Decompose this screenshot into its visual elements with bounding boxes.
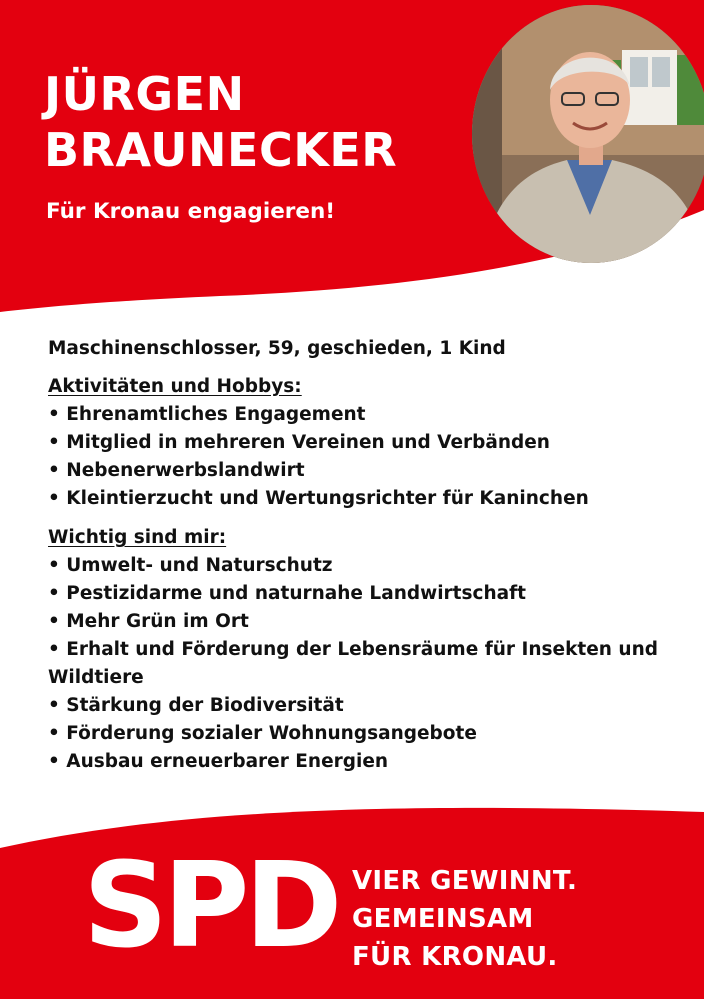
list-item: • Umwelt- und Naturschutz — [48, 552, 688, 580]
priorities-list — [48, 552, 688, 776]
candidate-name — [44, 66, 397, 178]
activities-list — [48, 401, 688, 513]
list-item: • Ehrenamtliches Engagement — [48, 401, 688, 429]
profile-summary: Maschinenschlosser, 59, geschieden, 1 Kind — [48, 338, 506, 359]
candidate-last-name: BRAUNECKER — [44, 123, 398, 177]
activities-heading: Aktivitäten und Hobbys: — [48, 376, 302, 397]
slogan-line: VIER GEWINNT. — [352, 866, 578, 896]
list-item: • Stärkung der Biodiversität — [48, 692, 688, 720]
slogan-line: GEMEINSAM — [352, 904, 534, 934]
spd-logo: SPD — [83, 836, 338, 974]
list-item: • Mehr Grün im Ort — [48, 608, 688, 636]
list-item: • Kleintierzucht und Wertungsrichter für Kaninchen — [48, 485, 688, 513]
list-item: • Nebenerwerbslandwirt — [48, 457, 688, 485]
candidate-info — [48, 335, 688, 776]
list-item: • Mitglied in mehreren Vereinen und Verbänden — [48, 429, 688, 457]
slogan-line: FÜR KRONAU. — [352, 942, 558, 972]
candidate-tagline: Für Kronau engagieren! — [46, 199, 336, 224]
list-item: • Erhalt und Förderung der Lebensräume für Insekten und Wildtiere — [48, 636, 688, 692]
candidate-first-name: JÜRGEN — [44, 67, 245, 121]
list-item: • Ausbau erneuerbarer Energien — [48, 748, 688, 776]
portrait-photo — [472, 5, 704, 263]
list-item: • Pestizidarme und naturnahe Landwirtschaft — [48, 580, 688, 608]
list-item: • Förderung sozialer Wohnungsangebote — [48, 720, 688, 748]
campaign-slogan — [352, 862, 577, 976]
priorities-heading: Wichtig sind mir: — [48, 527, 227, 548]
